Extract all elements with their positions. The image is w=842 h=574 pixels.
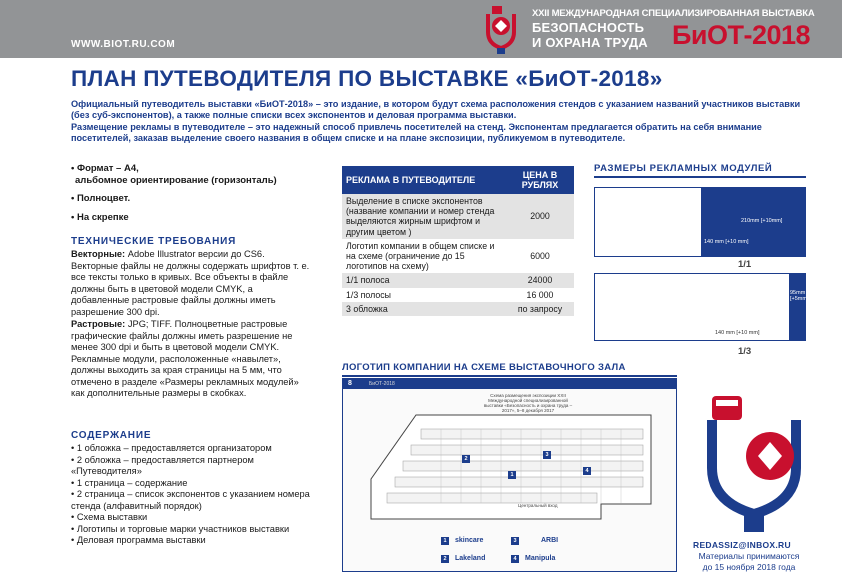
intro-text <box>71 99 806 145</box>
module-height-label: 140 mm [+10 mm] <box>715 330 760 336</box>
logo-lakeland: Lakeland <box>455 555 486 562</box>
logo-manipula: Manipula <box>525 555 556 562</box>
header-bar <box>0 0 842 58</box>
list-item: • Деловая программа выставки <box>71 535 206 545</box>
table-cell: 1/1 полоса <box>342 273 506 287</box>
site-url[interactable]: WWW.BIOT.RU.COM <box>71 39 176 50</box>
list-item: • Схема выставки <box>71 512 148 522</box>
event-line1: БЕЗОПАСНОСТЬ <box>532 20 645 35</box>
map-legend-marker: 3 <box>511 537 519 545</box>
hall-plan <box>361 409 661 529</box>
page-title: ПЛАН ПУТЕВОДИТЕЛЯ ПО ВЫСТАВКЕ «БиОТ-2018» <box>71 66 663 91</box>
hall-map <box>342 378 677 572</box>
table-cell: по запросу <box>506 302 574 316</box>
list-item: • 1 страница – содержание <box>71 477 188 488</box>
map-caption: Схема размещения экспозиции XXII Международной специализированной выставки «Безопасность и охрана труда – 2017», 5–8 декабря 2017 <box>483 393 573 413</box>
format-list <box>71 163 311 230</box>
logo-arbi: ARBI <box>541 537 559 544</box>
map-marker: 3 <box>543 451 551 459</box>
module-label: 1/3 <box>738 346 752 357</box>
list-item: • Логотипы и торговые марки участников выставки <box>71 523 290 534</box>
table-header-row <box>342 166 574 194</box>
intro-paragraph-2: Размещение рекламы в путеводителе – это надежный способ привлечь посетителей на стенд. Экспонентам предлагается обратить на себя внимание посетителей, заказав выделение своего названия в общем списке и на плане экспозиции, публикуемом в путеводителе. <box>71 121 762 144</box>
map-page-header <box>343 379 676 389</box>
table-cell: 16 000 <box>526 289 554 300</box>
biot-large-logo-icon <box>700 390 808 532</box>
contact-deadline-2: до 15 ноября 2018 года <box>702 562 796 572</box>
tech-text <box>71 249 313 401</box>
format-item: • На скрепке <box>71 211 129 223</box>
map-marker: 4 <box>583 467 591 475</box>
event-line2: И ОХРАНА ТРУДА <box>532 35 648 50</box>
map-legend-marker: 1 <box>441 537 449 545</box>
format-item-text: альбомное ориентирование (горизонталь) <box>75 174 277 186</box>
module-third-page <box>594 273 809 341</box>
sizes-heading: РАЗМЕРЫ РЕКЛАМНЫХ МОДУЛЕЙ <box>594 163 773 174</box>
table-cell: Выделение в списке экспонентов (название компании и номер стенда выделяются жирным шрифтом и другим цветом ) <box>342 194 506 239</box>
divider <box>342 375 677 377</box>
module-width-label: 95mm [+5mm] <box>790 290 809 302</box>
event-subtitle: XXII МЕЖДУНАРОДНАЯ СПЕЦИАЛИЗИРОВАННАЯ ВЫСТАВКА <box>532 8 815 19</box>
map-heading: ЛОГОТИП КОМПАНИИ НА СХЕМЕ ВЫСТАВОЧНОГО ЗАЛА <box>342 362 626 373</box>
map-entrance-label: Центральный вход <box>518 503 558 508</box>
module-fill <box>789 274 809 340</box>
pricing-table <box>342 166 574 316</box>
biot-logo-icon <box>484 4 518 54</box>
table-cell: 2000 <box>506 194 574 239</box>
table-header: ЦЕНА В РУБЛЯХ <box>506 166 574 194</box>
list-item: • 2 страница – список экспонентов с указанием номера стенда (алфавитный порядок) <box>71 489 310 511</box>
map-marker: 1 <box>508 471 516 479</box>
vector-label: Векторные: <box>71 249 126 259</box>
table-row <box>342 239 574 274</box>
table-cell: Логотип компании в общем списке и на схеме (ограничение до 15 логотипов на схему) <box>346 240 495 272</box>
table-cell: 24000 <box>506 273 574 287</box>
vector-text: Adobe Illustrator версии до CS6. Векторные файлы не должны содержать шрифтов т. е. все тексты только в кривых. Все объекты в файле должны быть в цветовой модели CMYK, а добавленные растровые файлы должны иметь разрешение 300 dpi. <box>71 249 310 317</box>
contents-heading: СОДЕРЖАНИЕ <box>71 430 152 441</box>
intro-paragraph-1: Официальный путеводитель выставки «БиОТ-2018» – это издание, в котором будут схема расположения стендов с указанием названий участников выставки (без суб-экспонентов), а также полные списки всех экспонентов и деловая программа выставки. <box>71 99 801 121</box>
map-page-subtitle: БиОТ-2018 <box>369 381 395 387</box>
module-fill <box>701 188 806 256</box>
table-header: РЕКЛАМА В ПУТЕВОДИТЕЛЕ <box>342 166 506 194</box>
map-legend-marker: 2 <box>441 555 449 563</box>
contents-list <box>71 443 313 547</box>
format-item-text: • Формат – А4, <box>71 163 139 174</box>
map-legend-marker: 4 <box>511 555 519 563</box>
table-row <box>342 194 574 239</box>
tech-vector <box>71 249 313 318</box>
module-width-label: 210mm [+10mm] <box>741 218 783 224</box>
raster-text: JPG; TIFF. Полноцветные растровые графические файлы должны иметь разрешение не менее 300 dpi и быть в цветовой модели CMYK. Рекламные модули, расположенные «навылет», должны выходить за края страницы на 5 мм, что отмечено в разделе «Размеры рекламных модулей» как дополнительные размеры в скобках. <box>71 319 299 398</box>
logo-skincare: skincare <box>455 537 484 544</box>
raster-label: Растровые: <box>71 319 126 329</box>
table-row <box>342 288 574 302</box>
module-height-label: 140 mm [+10 mm] <box>704 239 749 245</box>
table-cell: 6000 <box>530 251 550 262</box>
table-row <box>342 302 574 316</box>
contact-deadline-1: Материалы принимаются <box>698 551 800 561</box>
map-marker: 2 <box>462 455 470 463</box>
table-row <box>342 273 574 287</box>
format-item: • Полноцвет. <box>71 193 131 204</box>
tech-heading: ТЕХНИЧЕСКИЕ ТРЕБОВАНИЯ <box>71 236 237 247</box>
event-brand: БиОТ-2018 <box>672 20 811 50</box>
table-cell: 1/3 полосы <box>346 289 391 300</box>
divider <box>594 176 806 178</box>
format-item <box>71 163 311 186</box>
contact-email[interactable]: REDASSIZ@INBOX.RU <box>693 540 791 550</box>
module-label: 1/1 <box>738 259 752 270</box>
list-item: • 1 обложка – предоставляется организатором <box>71 443 272 453</box>
module-full-page <box>594 187 806 257</box>
map-page-number: 8 <box>348 380 352 387</box>
tech-raster <box>71 319 313 400</box>
table-cell: 3 обложка <box>342 302 506 316</box>
list-item: • 2 обложка – предоставляется партнером «Путеводителя» <box>71 454 254 476</box>
